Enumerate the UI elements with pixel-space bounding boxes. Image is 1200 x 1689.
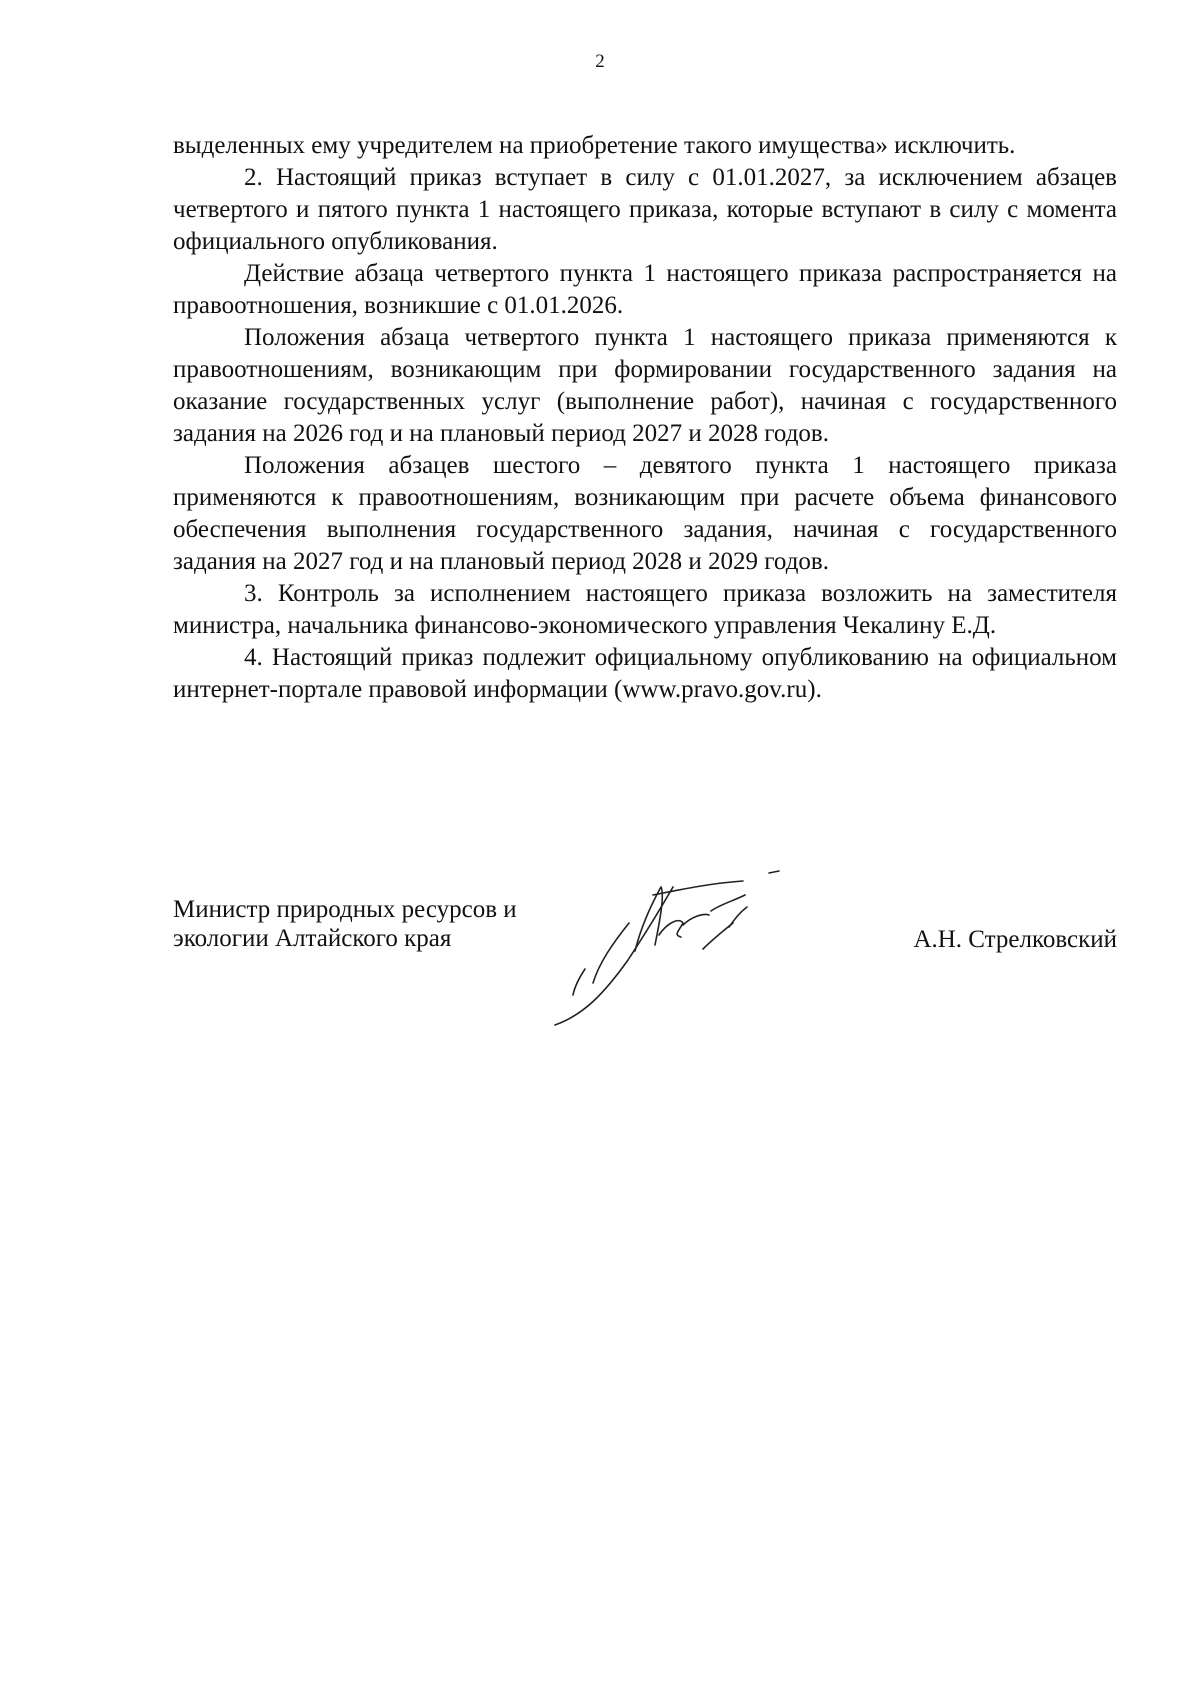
- paragraph-item-4: 4. Настоящий приказ подлежит официальному опубликованию на официальном интернет-портале правовой информации (www.pravo.gov.ru).: [173, 644, 1117, 703]
- paragraph-provisions-fourth: Положения абзаца четвертого пункта 1 настоящего приказа применяются к правоотношениям, возникающим при формировании государственного задания на оказание государственных услуг (выполнение работ), начиная с государственного задания на 2026 год и на плановый период 2027 и 2028 годов.: [173, 324, 1117, 447]
- signer-title: [173, 895, 517, 953]
- signer-title-line-1: Министр природных ресурсов и: [173, 896, 517, 923]
- document-body: [173, 130, 1117, 706]
- paragraph-item-2: 2. Настоящий приказ вступает в силу с 01.01.2027, за исключением абзацев четвертого и пятого пункта 1 настоящего приказа, которые вступают в силу с момента официального опубликования.: [173, 164, 1117, 255]
- paragraph-item-3: 3. Контроль за исполнением настоящего приказа возложить на заместителя министра, начальника финансово-экономического управления Чекалину Е.Д.: [173, 580, 1117, 639]
- signature-block: [173, 895, 1117, 1035]
- handwritten-signature: [533, 865, 873, 1035]
- page-number: 2: [595, 51, 605, 72]
- paragraph-provisions-sixth-ninth: Положения абзацев шестого – девятого пункта 1 настоящего приказа применяются к правоотношениям, возникающим при расчете объема финансового обеспечения выполнения государственного задания, начиная с государственного задания на 2027 год и на плановый период 2028 и 2029 годов.: [173, 452, 1117, 575]
- signer-name: А.Н. Стрелковский: [913, 926, 1117, 953]
- signer-title-line-2: экологии Алтайского края: [173, 925, 452, 952]
- paragraph-continuation: выделенных ему учредителем на приобретение такого имущества» исключить.: [173, 132, 1016, 159]
- paragraph-effect-clause: Действие абзаца четвертого пункта 1 настоящего приказа распространяется на правоотношения, возникшие с 01.01.2026.: [173, 260, 1117, 319]
